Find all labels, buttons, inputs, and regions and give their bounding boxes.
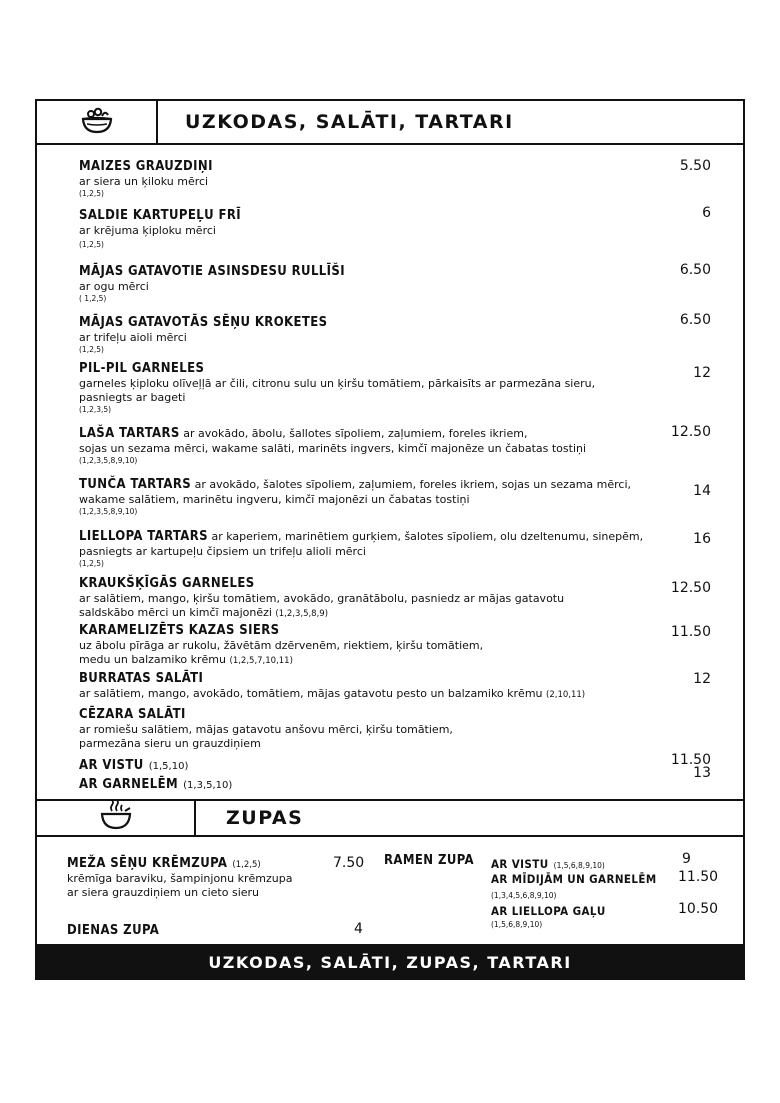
menu-item <box>79 575 713 621</box>
item-name: DIENAS ZUPA <box>67 923 160 938</box>
item-price: 7.50 <box>333 855 365 871</box>
item-name: MAIZES GRAUZDIŅI <box>79 159 213 174</box>
item-allergens: (1,2,5) <box>232 860 261 870</box>
variant-allergens: (1,3,5,10) <box>183 780 233 791</box>
item-allergens: (1,2,5) <box>79 189 104 198</box>
item-desc: sojas un sezama mērci, wakame salāti, marinēts ingvers, kimčī majonēze un čabatas tostiņi <box>79 442 587 455</box>
section-title-soups: ZUPAS <box>226 807 304 829</box>
ramen-option <box>491 903 606 930</box>
item-price: 12 <box>693 671 711 687</box>
section-header-snacks <box>37 101 743 145</box>
item-price: 4 <box>354 921 363 937</box>
item-allergens: (1,2,5) <box>79 559 104 568</box>
item-allergens: (1,2,5) <box>79 240 104 249</box>
item-allergens: (1,2,3,5,8,9,10) <box>79 456 138 465</box>
item-price: 12.50 <box>670 424 711 440</box>
variant-allergens: (1,5,10) <box>148 761 189 772</box>
item-allergens: (1,2,3,5) <box>79 405 112 414</box>
item-price: 16 <box>693 531 711 547</box>
variant-name: AR VISTU <box>79 758 144 773</box>
ramen-option <box>491 853 605 873</box>
item-desc: medu un balzamiko krēmu <box>79 653 226 666</box>
item-name: MĀJAS GATAVOTĀS SĒŅU KROKETES <box>79 315 328 330</box>
menu-item <box>79 207 713 250</box>
menu-item <box>79 670 713 702</box>
option-allergens: (1,3,4,5,6,8,9,10) <box>491 891 557 900</box>
section-title-snacks: UZKODAS, SALĀTI, TARTARI <box>185 111 514 133</box>
variant-row <box>79 773 713 793</box>
item-desc: ar salātiem, mango, avokādo, tomātiem, mājas gatavotu pesto un balzamiko krēmu <box>79 687 543 700</box>
item-desc: ar avokādo, ābolu, šallotes sīpoliem, zaļumiem, foreles ikriem, <box>179 427 528 440</box>
item-name: SALDIE KARTUPEĻU FRĪ <box>79 208 241 223</box>
menu-item <box>79 473 713 517</box>
item-name: TUNČA TARTARS <box>79 477 192 492</box>
item-name: KARAMELIZĒTS KAZAS SIERS <box>79 623 280 638</box>
variant-price: 11.50 <box>670 752 711 768</box>
variant-row <box>79 754 713 774</box>
item-desc: ar salātiem, mango, ķiršu tomātiem, avokādo, granātābolu, pasniedz ar mājas gatavotu <box>79 592 565 605</box>
item-name: BURRATAS SALĀTI <box>79 671 204 686</box>
option-name: AR MĪDIJĀM UN GARNELĒM <box>491 872 657 886</box>
menu-item <box>79 706 713 751</box>
soup-item <box>67 852 367 900</box>
option-price: 9 <box>682 851 691 867</box>
item-desc: ar siera un ķiloku mērci <box>79 175 209 188</box>
item-name: MĀJAS GATAVOTIE ASINSDESU RULLĪŠI <box>79 264 345 279</box>
item-name: RAMEN ZUPA <box>384 853 474 868</box>
item-price: 5.50 <box>679 158 711 174</box>
soup-bowl-icon <box>99 801 133 835</box>
option-price: 10.50 <box>678 901 719 917</box>
item-name: CĒZARA SALĀTI <box>79 707 186 722</box>
option-name: AR LIELLOPA GAĻU <box>491 904 606 918</box>
ramen-option <box>491 871 657 901</box>
item-name: KRAUKŠĶĪGĀS GARNELES <box>79 576 255 591</box>
item-desc: garneles ķiploku olīveļļā ar čili, citronu sulu un ķiršu tomātiem, pārkaisīts ar parmezāna sieru, <box>79 377 596 390</box>
item-desc: parmezāna sieru un grauzdiņiem <box>79 737 261 750</box>
item-name: PIL-PIL GARNELES <box>79 361 205 376</box>
item-price: 6.50 <box>679 262 711 278</box>
menu-item <box>79 360 713 415</box>
option-allergens: (1,5,6,8,9,10) <box>553 861 605 870</box>
menu-frame <box>35 99 745 980</box>
item-allergens: ( 1,2,5) <box>79 294 107 303</box>
item-price: 11.50 <box>670 624 711 640</box>
header-icon-cell <box>37 801 196 835</box>
option-allergens: (1,5,6,8,9,10) <box>491 920 543 929</box>
menu-item <box>79 263 713 304</box>
item-name: MEŽA SĒŅU KRĒMZUPA <box>67 856 228 871</box>
item-desc: ar romiešu salātiem, mājas gatavotu anšovu mērci, ķiršu tomātiem, <box>79 723 453 736</box>
variant-name: AR GARNELĒM <box>79 777 179 792</box>
item-desc: krēmīga baraviku, šampinjonu krēmzupa <box>67 872 293 885</box>
header-icon-cell <box>37 101 158 143</box>
item-name: LIELLOPA TARTARS <box>79 529 208 544</box>
item-allergens: (1,2,3,5,8,9) <box>275 609 329 619</box>
item-allergens: (1,2,5) <box>79 345 104 354</box>
item-desc: ar siera grauzdiņiem un cieto sieru <box>67 886 260 899</box>
item-allergens: (2,10,11) <box>546 690 586 700</box>
menu-item <box>79 622 713 668</box>
item-price: 12.50 <box>670 580 711 596</box>
footer-banner: UZKODAS, SALĀTI, ZUPAS, TARTARI <box>35 944 745 980</box>
menu-item <box>79 422 713 466</box>
item-desc: uz ābolu pīrāga ar rukolu, žāvētām dzērvenēm, riektiem, ķiršu tomātiem, <box>79 639 484 652</box>
menu-item <box>79 158 713 199</box>
item-desc: ar kaperiem, marinētiem gurķiem, šalotes sīpoliem, olu dzeltenumu, sinepēm, <box>207 530 644 543</box>
item-desc: ar trifeļu aioli mērci <box>79 331 187 344</box>
option-name: AR VISTU <box>491 857 549 871</box>
item-desc: ar ogu mērci <box>79 280 149 293</box>
item-allergens: (1,2,5,7,10,11) <box>229 656 293 666</box>
item-desc: ar krējuma ķiploku mērci <box>79 224 216 237</box>
menu-item <box>79 525 713 569</box>
item-price: 6 <box>702 205 711 221</box>
item-desc: pasniegts ar bageti <box>79 391 186 404</box>
item-desc: wakame salātiem, marinētu ingveru, kimčī majonēzi un čabatas tostiņi <box>79 493 470 506</box>
item-name: LAŠA TARTARS <box>79 426 180 441</box>
item-desc: ar avokādo, šalotes sīpoliem, zaļumiem, foreles ikriem, sojas un sezama mērci, <box>191 478 632 491</box>
option-price: 11.50 <box>678 869 719 885</box>
item-desc: saldskābo mērci un kimčī majonēzi <box>79 606 272 619</box>
bowl-salad-icon <box>77 105 117 139</box>
item-allergens: (1,2,3,5,8,9,10) <box>79 507 138 516</box>
section-header-soups <box>37 799 743 837</box>
item-price: 14 <box>693 483 711 499</box>
menu-item <box>79 314 713 355</box>
item-price: 12 <box>693 365 711 381</box>
item-price: 6.50 <box>679 312 711 328</box>
variant-price: 13 <box>693 765 711 781</box>
item-desc: pasniegts ar kartupeļu čipsiem un trifeļu alioli mērci <box>79 545 366 558</box>
